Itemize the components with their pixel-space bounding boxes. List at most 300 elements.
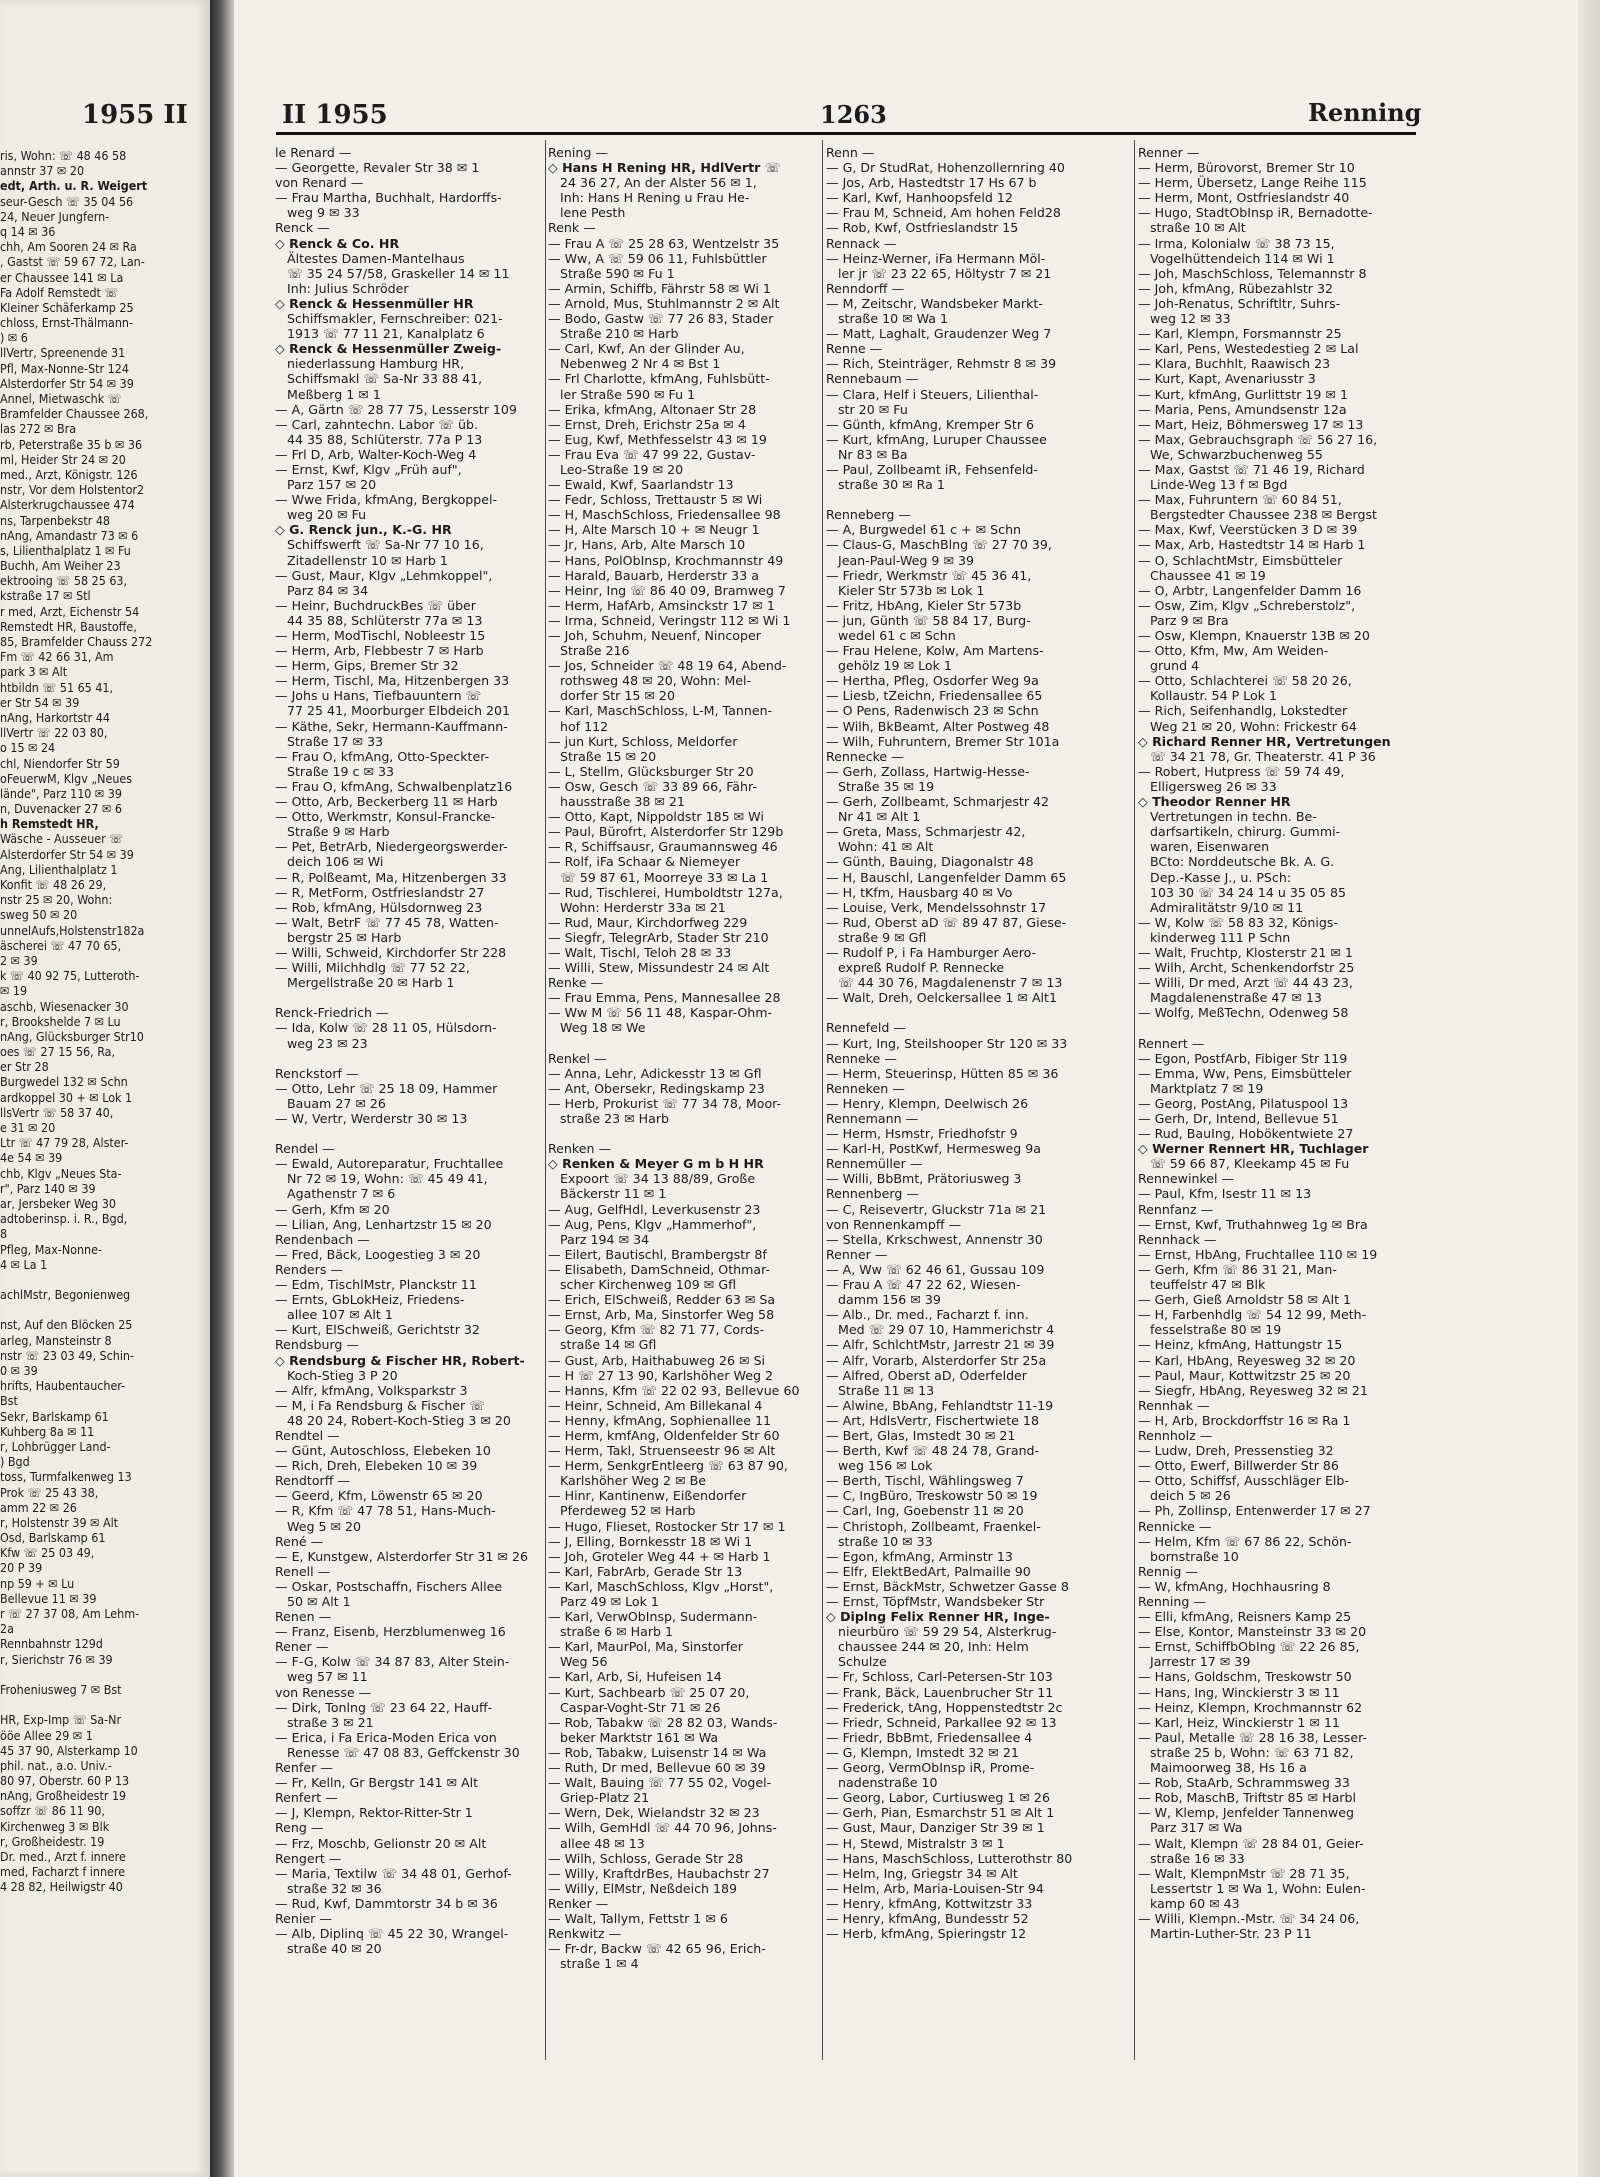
directory-entry-line — [548, 1126, 826, 1141]
directory-entry-line: deich 5 ✉ 26 — [1150, 1488, 1231, 1504]
directory-entry-line: — Rob, MaschB, Triftstr 85 ✉ Harbl — [1138, 1790, 1356, 1806]
directory-entry-line: — Hans, Ing, Winckierstr 3 ✉ 11 — [1138, 1684, 1340, 1700]
directory-entry-line: — H, MaschSchloss, Friedensallee 98 — [548, 507, 781, 523]
directory-entry-line: — Lilian, Ang, Lenhartzstr 15 ✉ 20 — [275, 1216, 492, 1232]
directory-entry-line: — Frau O, kfmAng, Otto-Speckter- — [275, 748, 490, 764]
directory-entry-line: — Rud, Maur, Kirchdorfweg 229 — [548, 914, 748, 930]
print-speck — [1243, 1588, 1248, 1593]
directory-entry-line: Jean-Paul-Weg 9 ✉ 39 — [838, 552, 975, 568]
surname-heading: Rennig — — [1138, 1563, 1198, 1579]
directory-entry-line: — R, MetForm, Ostfrieslandstr 27 — [275, 884, 485, 900]
directory-entry-line: Straße 590 ✉ Fu 1 — [560, 265, 675, 281]
facing-page-line: Rennbahnstr 129d — [0, 1636, 103, 1652]
directory-entry-line: — Louise, Verk, Mendelssohnstr 17 — [826, 899, 1047, 915]
directory-entry-line: — A, Ww ☏ 62 46 61, Gussau 109 — [826, 1261, 1045, 1277]
facing-page-line: Kleiner Schäferkamp 25 — [0, 299, 134, 315]
directory-entry-line: — Fr-dr, Backw ☏ 42 65 96, Erich- — [548, 1941, 766, 1957]
directory-entry-line: darfsartikeln, chirurg. Gummi- — [1150, 824, 1341, 840]
facing-page-line: Pfl, Max-Nonne-Str 124 — [0, 360, 129, 376]
directory-entry-line: — Alwine, BbAng, Fehlandtstr 11-19 — [826, 1397, 1054, 1413]
surname-heading: Renken — — [548, 1141, 612, 1157]
directory-entry-line: — Pet, BetrArb, Niedergeorgswerder- — [275, 839, 508, 855]
facing-page-line: nAng, Glücksburger Str10 — [0, 1028, 144, 1044]
directory-entry-line: — Gerh, Zollass, Hartwig-Hesse- — [826, 763, 1030, 779]
surname-heading: Rennhak — — [1138, 1397, 1210, 1413]
directory-entry-line: — Ludw, Dreh, Pressenstieg 32 — [1138, 1443, 1334, 1459]
surname-heading: Renne — — [826, 341, 883, 357]
directory-entry-line — [275, 1051, 545, 1066]
directory-entry-line: — Rud, Tischlerei, Humboldtstr 127a, — [548, 884, 783, 900]
directory-entry-line: — H, Alte Marsch 10 + ✉ Neugr 1 — [548, 522, 760, 538]
surname-heading: Renkwitz — — [548, 1926, 622, 1942]
firm-entry-line: ◇ Richard Renner HR, Vertretungen — [1138, 733, 1391, 749]
directory-entry-line: — Gust, Maur, Klgv „Lehmkoppel", — [275, 567, 493, 583]
facing-page-line: hrifts, Haubentaucher- — [0, 1378, 126, 1394]
surname-heading: Renck — — [275, 220, 330, 236]
directory-entry-line: — Ernst, TöpfMstr, Wandsbeker Str — [826, 1594, 1045, 1609]
directory-entry-line: — O, Arbtr, Langenfelder Damm 16 — [1138, 582, 1362, 598]
directory-entry-line: — Rob, StaArb, Schrammsweg 33 — [1138, 1775, 1350, 1791]
directory-entry-line: gehölz 19 ✉ Lok 1 — [838, 658, 952, 674]
directory-entry-line — [1138, 1020, 1438, 1035]
directory-entry-line: — Ernst, Arb, Ma, Sinstorfer Weg 58 — [548, 1307, 775, 1323]
directory-entry-line: Vogelhüttendeich 114 ✉ Wi 1 — [1150, 250, 1335, 266]
directory-entry-line: waren, Eisenwaren — [1150, 839, 1270, 855]
directory-entry-line: Bergstedter Chaussee 238 ✉ Bergst — [1150, 507, 1377, 523]
directory-entry-line: — Fred, Bäck, Loogestieg 3 ✉ 20 — [275, 1246, 481, 1262]
surname-heading: Renning — — [1138, 1594, 1206, 1609]
page-number: 1263 — [820, 100, 887, 129]
directory-entry-line: Nr 83 ✉ Ba — [838, 446, 908, 462]
directory-entry-line: — Frau Emma, Pens, Mannesallee 28 — [548, 990, 781, 1006]
directory-column-4 — [1138, 145, 1438, 1941]
directory-entry-line: — Klara, Buchhlt, Raawisch 23 — [1138, 356, 1331, 372]
facing-page-line: nAng, Amandastr 73 ✉ 6 — [0, 527, 139, 543]
directory-entry-line: 77 25 41, Moorburger Elbdeich 201 — [287, 703, 511, 719]
directory-entry-line: Zitadellenstr 10 ✉ Harb 1 — [287, 552, 448, 568]
directory-entry-line: — Herm, kmfAng, Oldenfelder Str 60 — [548, 1427, 780, 1443]
directory-entry-line: dorfer Str 15 ✉ 20 — [560, 688, 675, 704]
directory-entry-line: — Siegfr, TelegrArb, Stader Str 210 — [548, 929, 769, 945]
directory-entry-line: — Frl Charlotte, kfmAng, Fuhlsbütt- — [548, 371, 770, 387]
facing-page-line: Wäsche - Ausseuer ☏ — [0, 831, 124, 847]
facing-page-line: htbildn ☏ 51 65 41, — [0, 679, 114, 695]
directory-entry-line: wedel 61 c ✉ Schn — [838, 628, 956, 643]
directory-entry-line: — Heinz-Werner, iFa Hermann Möl- — [826, 250, 1046, 266]
directory-entry-line: Linde-Weg 13 f ✉ Bgd — [1150, 477, 1288, 493]
directory-entry-line: — Fr, Schloss, Carl-Petersen-Str 103 — [826, 1669, 1053, 1685]
directory-entry-line: — Fritz, HbAng, Kieler Str 573b — [826, 597, 1022, 613]
directory-entry-line: kinderweg 111 P Schn — [1150, 929, 1291, 945]
directory-entry-line: — Ida, Kolw ☏ 28 11 05, Hülsdorn- — [275, 1020, 497, 1036]
firm-entry-line: ◇ Theodor Renner HR — [1138, 794, 1291, 810]
directory-entry-line: ler Straße 590 ✉ Fu 1 — [560, 386, 696, 402]
facing-page-line: o 15 ✉ 24 — [0, 740, 56, 756]
directory-entry-line: — Ernst, Dreh, Erichstr 25a ✉ 4 — [548, 416, 746, 432]
directory-entry-line: Parz 194 ✉ 34 — [560, 1231, 650, 1247]
surname-heading: Renier — — [275, 1910, 332, 1926]
directory-entry-line: — O Pens, Radenwisch 23 ✉ Schn — [826, 703, 1039, 719]
directory-entry-line: teuffelstr 47 ✉ Blk — [1150, 1277, 1266, 1293]
facing-page-line: ar, Jersbeker Weg 30 — [0, 1195, 116, 1211]
directory-entry-line: — Frau A ☏ 25 28 63, Wentzelstr 35 — [548, 235, 780, 251]
directory-entry-line: grund 4 — [1150, 658, 1200, 674]
directory-entry-line: — Kurt, kfmAng, Luruper Chaussee — [826, 431, 1047, 447]
directory-entry-line: — Otto, Arb, Beckerberg 11 ✉ Harb — [275, 794, 498, 810]
directory-entry-line: — Frau O, kfmAng, Schwalbenplatz16 — [275, 778, 513, 794]
directory-entry-line: — Rich, Dreh, Elebeken 10 ✉ 39 — [275, 1458, 478, 1474]
directory-entry-line: — Frank, Bäck, Lauenbrucher Str 11 — [826, 1684, 1054, 1700]
running-head: Renning — [1308, 98, 1422, 127]
surname-heading: Renneke — — [826, 1050, 897, 1066]
directory-entry-line: — Frederick, tAng, Hoppenstedtstr 2c — [826, 1699, 1063, 1715]
directory-entry-line: 44 35 88, Schlüterstr 77a ✉ 13 — [287, 612, 483, 628]
surname-heading: Rennholz — — [1138, 1427, 1213, 1443]
surname-heading: René — — [275, 1533, 324, 1549]
surname-heading: Rennemüller — — [826, 1156, 923, 1172]
directory-entry-line: bornstraße 10 — [1150, 1548, 1239, 1564]
directory-entry-line: — Joh, MaschSchloss, Telemannstr 8 — [1138, 265, 1367, 281]
directory-entry-line: — Erika, kfmAng, Altonaer Str 28 — [548, 401, 757, 417]
directory-entry-line: — Gerh, Dr, Intend, Bellevue 51 — [1138, 1111, 1339, 1126]
directory-entry-line: — Armin, Schiffb, Fährstr 58 ✉ Wi 1 — [548, 280, 771, 296]
directory-entry-line: — Oskar, Postschaffn, Fischers Allee — [275, 1578, 503, 1594]
facing-page-line: toss, Turmfalkenweg 13 — [0, 1469, 132, 1485]
directory-entry-line: — Alfred, Oberst aD, Oderfelder — [826, 1367, 1027, 1383]
facing-page-line — [0, 1272, 205, 1287]
surname-heading: Renker — — [548, 1895, 609, 1911]
directory-entry-line: — Heinr, Ing ☏ 86 40 09, Bramweg 7 — [548, 582, 786, 598]
directory-entry-line: — Henny, kfmAng, Sophienallee 11 — [548, 1412, 771, 1428]
directory-entry-line: Schiffsmakl ☏ Sa-Nr 33 88 41, — [287, 371, 483, 387]
directory-entry-line: — Helm, Ing, Griegstr 34 ✉ Alt — [826, 1865, 1018, 1881]
facing-page-line: Ltr ☏ 47 79 28, Alster- — [0, 1135, 129, 1151]
directory-entry-line: — M, i Fa Rendsburg & Fischer ☏ — [275, 1397, 485, 1413]
directory-entry-line: lene Pesth — [560, 205, 626, 221]
directory-entry-line: — Joh-Renatus, Schriftltr, Suhrs- — [1138, 295, 1341, 311]
directory-entry-line: — E, Kunstgew, Alsterdorfer Str 31 ✉ 26 — [275, 1548, 528, 1564]
directory-entry-line: Weg 18 ✉ We — [560, 1020, 646, 1036]
directory-entry-line: — Herm, Hsmstr, Friedhofstr 9 — [826, 1126, 1018, 1142]
firm-entry-line: ◇ Diplng Felix Renner HR, Inge- — [826, 1609, 1050, 1625]
directory-entry-line: — Else, Kontor, Mansteinstr 33 ✉ 20 — [1138, 1624, 1367, 1640]
facing-page-line: Alsterdorfer Str 54 ✉ 39 — [0, 375, 134, 391]
directory-entry-line: — Walt, Tallym, Fettstr 1 ✉ 6 — [548, 1910, 728, 1926]
directory-entry-line: straße 1 ✉ 4 — [560, 1956, 639, 1972]
directory-entry-line: — Fr, Kelln, Gr Bergstr 141 ✉ Alt — [275, 1775, 479, 1791]
directory-entry-line: — Gerh, Kfm ✉ 20 — [275, 1201, 390, 1217]
directory-entry-line: straße 32 ✉ 36 — [287, 1880, 382, 1896]
facing-page-line: er Chaussee 141 ✉ La — [0, 269, 124, 285]
directory-entry-line: — Günth, kfmAng, Kremper Str 6 — [826, 416, 1035, 432]
facing-page-line: Alsterkrugchaussee 474 — [0, 497, 135, 513]
directory-entry-line: Wohn: Herderstr 33a ✉ 21 — [560, 899, 726, 915]
directory-entry-line: — Egon, kfmAng, Arminstr 13 — [826, 1548, 1013, 1564]
surname-heading: Rennecke — — [826, 748, 904, 764]
facing-page-fragment — [0, 0, 210, 2177]
directory-entry-line: — F-G, Kolw ☏ 34 87 83, Alter Stein- — [275, 1654, 510, 1670]
directory-entry-line — [548, 1036, 826, 1051]
directory-entry-line: Elligersweg 26 ✉ 33 — [1150, 778, 1277, 794]
facing-page-line: med., Arzt, Königstr. 126 — [0, 466, 138, 482]
directory-entry-line: straße 10 ✉ Alt — [1150, 220, 1246, 236]
directory-entry-line: — Hertha, Pfleg, Osdorfer Weg 9a — [826, 673, 1039, 689]
directory-entry-line: 50 ✉ Alt 1 — [287, 1594, 351, 1609]
surname-heading: Rennemann — — [826, 1111, 919, 1126]
directory-entry-line: — Karl, FabrArb, Gerade Str 13 — [548, 1563, 743, 1579]
facing-page-line: ööe Allee 29 ✉ 1 — [0, 1727, 93, 1743]
directory-entry-line: — Otto, Kfm, Mw, Am Weiden- — [1138, 643, 1329, 659]
directory-entry-line: weg 156 ✉ Lok — [838, 1458, 933, 1474]
directory-entry-line: — Art, HdlsVertr, Fischertwiete 18 — [826, 1412, 1039, 1428]
facing-page-line: 24, Neuer Jungfern- — [0, 208, 110, 224]
facing-page-line: med, Facharzt f innere — [0, 1864, 126, 1880]
directory-entry-line: — Rob, Tabakw, Luisenstr 14 ✉ Wa — [548, 1744, 767, 1760]
directory-entry-line: — Maria, Textilw ☏ 34 48 01, Gerhof- — [275, 1865, 512, 1881]
directory-entry-line: Straße 15 ✉ 20 — [560, 748, 657, 764]
directory-entry-line: Marktplatz 7 ✉ 19 — [1150, 1080, 1264, 1096]
directory-entry-line: Straße 9 ✉ Harb — [287, 824, 390, 840]
directory-entry-line: Nebenweg 2 Nr 4 ✉ Bst 1 — [560, 356, 721, 372]
directory-entry-line: — Joh, kfmAng, Rübezahlstr 32 — [1138, 280, 1334, 296]
facing-page-line: park 3 ✉ Alt — [0, 664, 68, 680]
directory-entry-line: — Carl, Ing, Goebenstr 11 ✉ 20 — [826, 1503, 1024, 1519]
directory-entry-line: — Herm, Arb, Flebbestr 7 ✉ Harb — [275, 643, 484, 659]
facing-page-line: r", Parz 140 ✉ 39 — [0, 1180, 96, 1196]
directory-entry-line: — Osw, Klempn, Knauerstr 13B ✉ 20 — [1138, 628, 1370, 643]
facing-page-line: llsVertr ☏ 58 37 40, — [0, 1104, 114, 1120]
directory-entry-line: Weg 5 ✉ 20 — [287, 1518, 362, 1534]
directory-entry-line: — Walt, KlempnMstr ☏ 28 71 35, — [1138, 1865, 1350, 1881]
directory-entry-line: Straße 19 c ✉ 33 — [287, 763, 395, 779]
directory-entry-line: Expoort ☏ 34 13 88/89, Große — [560, 1171, 756, 1187]
directory-entry-line: — M, Zeitschr, Wandsbeker Markt- — [826, 295, 1043, 311]
directory-entry-line: Dep.-Kasse J., u. PSch: — [1150, 869, 1292, 885]
directory-entry-line: — Ruth, Dr med, Bellevue 60 ✉ 39 — [548, 1760, 766, 1776]
directory-entry-line: Mergellstraße 20 ✉ Harb 1 — [287, 975, 455, 991]
firm-entry-line: ◇ Werner Rennert HR, Tuchlager — [1138, 1141, 1369, 1157]
facing-page-line: n, Duvenacker 27 ✉ 6 — [0, 801, 122, 817]
directory-entry-line — [275, 990, 545, 1005]
directory-entry-line: — Anna, Lehr, Adickesstr 13 ✉ Gfl — [548, 1065, 762, 1081]
facing-page-line: h Remstedt HR, — [0, 816, 99, 832]
directory-entry-line: — Paul, Maur, Kottwitzstr 25 ✉ 20 — [1138, 1367, 1351, 1383]
directory-entry-line: straße 10 ✉ 33 — [838, 1533, 933, 1549]
directory-entry-line: straße 30 ✉ Ra 1 — [838, 477, 945, 493]
directory-entry-line: — Ernts, GbLokHeiz, Friedens- — [275, 1292, 465, 1308]
facing-page-line: 85, Bramfelder Chauss 272 — [0, 634, 153, 649]
facing-page-line: rb, Peterstraße 35 b ✉ 36 — [0, 436, 143, 452]
facing-page-line: ardkoppel 30 + ✉ Lok 1 — [0, 1089, 133, 1105]
facing-page-line: chloss, Ernst-Thälmann- — [0, 315, 133, 331]
directory-entry-line: — Ernst, SchiffbObIng ☏ 22 26 85, — [1138, 1639, 1360, 1655]
directory-entry-line: straße 9 ✉ Gfl — [838, 929, 927, 945]
directory-entry-line: — Liesb, tZeichn, Friedensallee 65 — [826, 688, 1043, 704]
facing-page-line: amm 22 ✉ 26 — [0, 1499, 77, 1515]
directory-entry-line: — Käthe, Sekr, Hermann-Kauffmann- — [275, 718, 508, 734]
directory-entry-line: — Gerh, Pian, Esmarchstr 51 ✉ Alt 1 — [826, 1805, 1055, 1821]
directory-entry-line: — Karl, MaschSchloss, Klgv „Horst", — [548, 1578, 774, 1594]
directory-entry-line: Kollaustr. 54 P Lok 1 — [1150, 688, 1277, 704]
directory-entry-line: — Wilh, Schloss, Gerade Str 28 — [548, 1850, 744, 1866]
directory-entry-line: — Gerh, Gieß Arnoldstr 58 ✉ Alt 1 — [1138, 1292, 1352, 1308]
directory-entry-line: — Kurt, Kapt, Avenariusstr 3 — [1138, 371, 1316, 387]
directory-entry-line: — Robert, Hutpress ☏ 59 74 49, — [1138, 763, 1345, 779]
directory-entry-line: — Alb., Dr. med., Facharzt f. inn. — [826, 1307, 1029, 1323]
directory-entry-line: — Wolfg, MeßTechn, Odenweg 58 — [1138, 1005, 1349, 1021]
facing-page-line: sweg 50 ✉ 20 — [0, 907, 78, 923]
directory-entry-line: — Ant, Obersekr, Redingskamp 23 — [548, 1080, 765, 1096]
directory-entry-line: — Rich, Steinträger, Rehmstr 8 ✉ 39 — [826, 356, 1057, 372]
directory-entry-line: Pferdeweg 52 ✉ Harb — [560, 1503, 696, 1519]
directory-entry-line: — Rob, Tabakw ☏ 28 82 03, Wands- — [548, 1714, 778, 1730]
directory-entry-line: straße 14 ✉ Gfl — [560, 1337, 657, 1353]
directory-entry-line: — Joh, Groteler Weg 44 + ✉ Harb 1 — [548, 1548, 771, 1564]
directory-entry-line: ☏ 35 24 57/58, Graskeller 14 ✉ 11 — [287, 265, 510, 281]
directory-entry-line: — W, Kolw ☏ 58 83 32, Königs- — [1138, 914, 1338, 930]
facing-page-line: Kuhberg 8a ✉ 11 — [0, 1423, 95, 1439]
directory-entry-line: — Ernst, Kwf, Klgv „Früh auf", — [275, 461, 462, 477]
directory-entry-line: — Paul, Zollbeamt iR, Fehsenfeld- — [826, 461, 1038, 477]
directory-entry-line: beker Marktstr 161 ✉ Wa — [560, 1729, 719, 1745]
facing-page-line: lände", Parz 110 ✉ 39 — [0, 785, 122, 801]
directory-entry-line: — Friedr, BbBmt, Friedensallee 4 — [826, 1729, 1033, 1745]
directory-entry-line: bergstr 25 ✉ Harb — [287, 929, 402, 945]
directory-entry-line: fesselstraße 80 ✉ 19 — [1150, 1322, 1282, 1338]
surname-heading: Rennenberg — — [826, 1186, 919, 1202]
directory-entry-line: — Frau Martha, Buchhalt, Hardorffs- — [275, 190, 502, 206]
facing-page-line: Konfit ☏ 48 26 29, — [0, 877, 107, 892]
directory-entry-line: — Heinz, Klempn, Krochmannstr 62 — [1138, 1699, 1363, 1715]
facing-page-line: Burgwedel 132 ✉ Schn — [0, 1074, 128, 1090]
directory-entry-line: — Herm, Steuerinsp, Hütten 85 ✉ 36 — [826, 1065, 1059, 1081]
directory-entry-line: — Rich, Seifenhandlg, Lokstedter — [1138, 703, 1348, 719]
directory-entry-line: — Irma, Schneid, Veringstr 112 ✉ Wi 1 — [548, 612, 791, 628]
directory-entry-line: — Joh, Schuhm, Neuenf, Nincoper — [548, 628, 761, 643]
directory-entry-line: — O, SchlachtMstr, Eimsbütteler — [1138, 552, 1343, 568]
directory-entry-line: — Willi, BbBmt, Prätoriusweg 3 — [826, 1171, 1022, 1187]
facing-page-line: r med, Arzt, Eichenstr 54 — [0, 603, 140, 619]
facing-page-line: k ☏ 40 92 75, Lutteroth- — [0, 968, 140, 984]
facing-page-line: r, Sierichstr 76 ✉ 39 — [0, 1651, 113, 1667]
directory-entry-line: — Ewald, Kwf, Saarlandstr 13 — [548, 477, 734, 493]
directory-entry-line: — Otto, Ewerf, Billwerder Str 86 — [1138, 1458, 1339, 1474]
directory-entry-line: — H, Bauschl, Langenfelder Damm 65 — [826, 869, 1067, 885]
facing-page-line: 80 97, Oberstr. 60 P 13 — [0, 1773, 130, 1789]
surname-heading: Renk — — [548, 220, 596, 236]
facing-page-line: edt, Arth. u. R. Weigert — [0, 178, 148, 194]
directory-entry-line — [826, 492, 1126, 507]
surname-heading: von Renesse — — [275, 1684, 372, 1700]
directory-entry-line: — Christoph, Zollbeamt, Fraenkel- — [826, 1518, 1041, 1534]
facing-page-line: ) ✉ 6 — [0, 330, 28, 346]
directory-entry-line: — Karl, Klempn, Forsmannstr 25 — [1138, 326, 1342, 342]
book-gutter — [210, 0, 234, 2177]
directory-entry-line: — Aug, Pens, Klgv „Hammerhof", — [548, 1216, 757, 1232]
directory-entry-line: — Karl, VerwObInsp, Sudermann- — [548, 1609, 758, 1625]
surname-heading: Renner — — [826, 1246, 888, 1262]
directory-entry-line: Parz 157 ✉ 20 — [287, 477, 377, 493]
facing-page-line: 4 28 82, Heilwigstr 40 — [0, 1879, 123, 1895]
directory-entry-line: — Willi, Klempn.-Mstr. ☏ 34 24 06, — [1138, 1910, 1360, 1926]
directory-entry-line: — Karl, Arb, Si, Hufeisen 14 — [548, 1669, 722, 1685]
column-divider — [545, 140, 546, 2060]
directory-entry-line: — Rudolf P, i Fa Hamburger Aero- — [826, 944, 1037, 960]
directory-entry-line: — Ernst, HbAng, Fruchtallee 110 ✉ 19 — [1138, 1246, 1378, 1262]
directory-entry-line: — Claus-G, MaschBlng ☏ 27 70 39, — [826, 537, 1052, 553]
directory-entry-line: Griep-Platz 21 — [560, 1790, 650, 1806]
facing-page-line: kstraße 17 ✉ Stl — [0, 588, 91, 604]
surname-heading: Rening — — [548, 145, 608, 160]
directory-entry-line: — Alb, Diplinq ☏ 45 22 30, Wrangel- — [275, 1926, 509, 1942]
surname-heading: von Renard — — [275, 175, 364, 191]
directory-entry-line: — Ph, Zollinsp, Entenwerder 17 ✉ 27 — [1138, 1503, 1371, 1519]
directory-entry-line: kamp 60 ✉ 43 — [1150, 1895, 1240, 1911]
facing-page-line: chh, Am Sooren 24 ✉ Ra — [0, 239, 137, 255]
directory-entry-line: — jun Kurt, Schloss, Meldorfer — [548, 733, 738, 749]
directory-entry-line: — Paul, Kfm, Isestr 11 ✉ 13 — [1138, 1186, 1312, 1202]
directory-entry-line: — Otto, Schlachterei ☏ 58 20 26, — [1138, 673, 1352, 689]
directory-entry-line: — Otto, Werkmstr, Konsul-Francke- — [275, 809, 496, 825]
directory-entry-line: allee 107 ✉ Alt 1 — [287, 1307, 393, 1323]
directory-entry-line: — Gerh, Zollbeamt, Schmarjestr 42 — [826, 794, 1050, 810]
directory-entry-line: — Karl, MaschSchloss, L-M, Tannen- — [548, 703, 773, 719]
facing-page-line: 0 ✉ 39 — [0, 1363, 38, 1378]
facing-page-line: 20 P 39 — [0, 1560, 43, 1576]
facing-page-line: ✉ 19 — [0, 983, 28, 999]
directory-entry-line: — Hugo, Flieset, Rostocker Str 17 ✉ 1 — [548, 1518, 786, 1534]
directory-entry-line: — Paul, Bürofrt, Alsterdorfer Str 129b — [548, 824, 784, 840]
directory-entry-line: — Willy, KraftdrBes, Haubachstr 27 — [548, 1865, 770, 1881]
directory-entry-line: ☏ 44 30 76, Magdalenenstr 7 ✉ 13 — [838, 975, 1063, 991]
directory-entry-line: scher Kirchenweg 109 ✉ Gfl — [560, 1277, 737, 1293]
surname-heading: Rendtel — — [275, 1427, 340, 1443]
directory-entry-line: — Aug, GelfHdl, Leverkusenstr 23 — [548, 1201, 761, 1217]
facing-page-line: chb, Klgv „Neues Sta- — [0, 1165, 122, 1181]
directory-entry-line: — Maria, Pens, Amundsenstr 12a — [1138, 401, 1347, 417]
facing-page-line: Froheniusweg 7 ✉ Bst — [0, 1681, 122, 1697]
directory-entry-line: ☏ 34 21 78, Gr. Theaterstr. 41 P 36 — [1150, 748, 1376, 764]
directory-entry-line: — Stella, Krkschwest, Annenstr 30 — [826, 1231, 1043, 1247]
directory-entry-line: — C, IngBüro, Treskowstr 50 ✉ 19 — [826, 1488, 1038, 1504]
directory-entry-line: Karlshöher Weg 2 ✉ Be — [560, 1473, 707, 1489]
facing-page-line: Fa Adolf Remstedt ☏ — [0, 284, 119, 300]
directory-entry-line: — J, Klempn, Rektor-Ritter-Str 1 — [275, 1805, 473, 1821]
facing-page-line: 4e 54 ✉ 39 — [0, 1150, 63, 1166]
facing-page-line: ml, Heider Str 24 ✉ 20 — [0, 451, 126, 467]
directory-entry-line: — Rud, Kwf, Dammtorstr 34 b ✉ 36 — [275, 1895, 498, 1911]
surname-heading: Rener — — [275, 1639, 329, 1655]
surname-heading: Reng — — [275, 1820, 324, 1836]
directory-entry-line: — Gust, Maur, Danziger Str 39 ✉ 1 — [826, 1820, 1045, 1836]
directory-entry-line: — Siegfr, HbAng, Reyesweg 32 ✉ 21 — [1138, 1382, 1368, 1398]
facing-page-line — [0, 1697, 205, 1712]
directory-entry-line: — Otto, Schiffsf, Ausschläger Elb- — [1138, 1473, 1349, 1489]
firm-entry-line: ◇ Renck & Hessenmüller Zweig- — [275, 341, 502, 357]
directory-entry-line: Magdalenenstraße 47 ✉ 13 — [1150, 990, 1322, 1006]
directory-entry-line: — Helm, Arb, Maria-Louisen-Str 94 — [826, 1880, 1044, 1896]
directory-entry-line: — Hugo, StadtObInsp iR, Bernadotte- — [1138, 205, 1373, 221]
facing-page-line: phil. nat., a.o. Univ.- — [0, 1757, 112, 1773]
directory-entry-line: 24 36 27, An der Alster 56 ✉ 1, — [560, 175, 757, 191]
directory-entry-line: 44 35 88, Schlüterstr. 77a P 13 — [287, 431, 483, 447]
directory-column-1 — [275, 145, 545, 1956]
facing-page-line: seur-Gesch ☏ 35 04 56 — [0, 193, 134, 209]
facing-page-header: 1955 II — [82, 100, 188, 130]
directory-entry-line: Bäckerstr 11 ✉ 1 — [560, 1186, 667, 1202]
directory-entry-line: Med ☏ 29 07 10, Hammerichstr 4 — [838, 1322, 1055, 1338]
facing-page-line: r, Brookshelde 7 ✉ Lu — [0, 1013, 121, 1029]
